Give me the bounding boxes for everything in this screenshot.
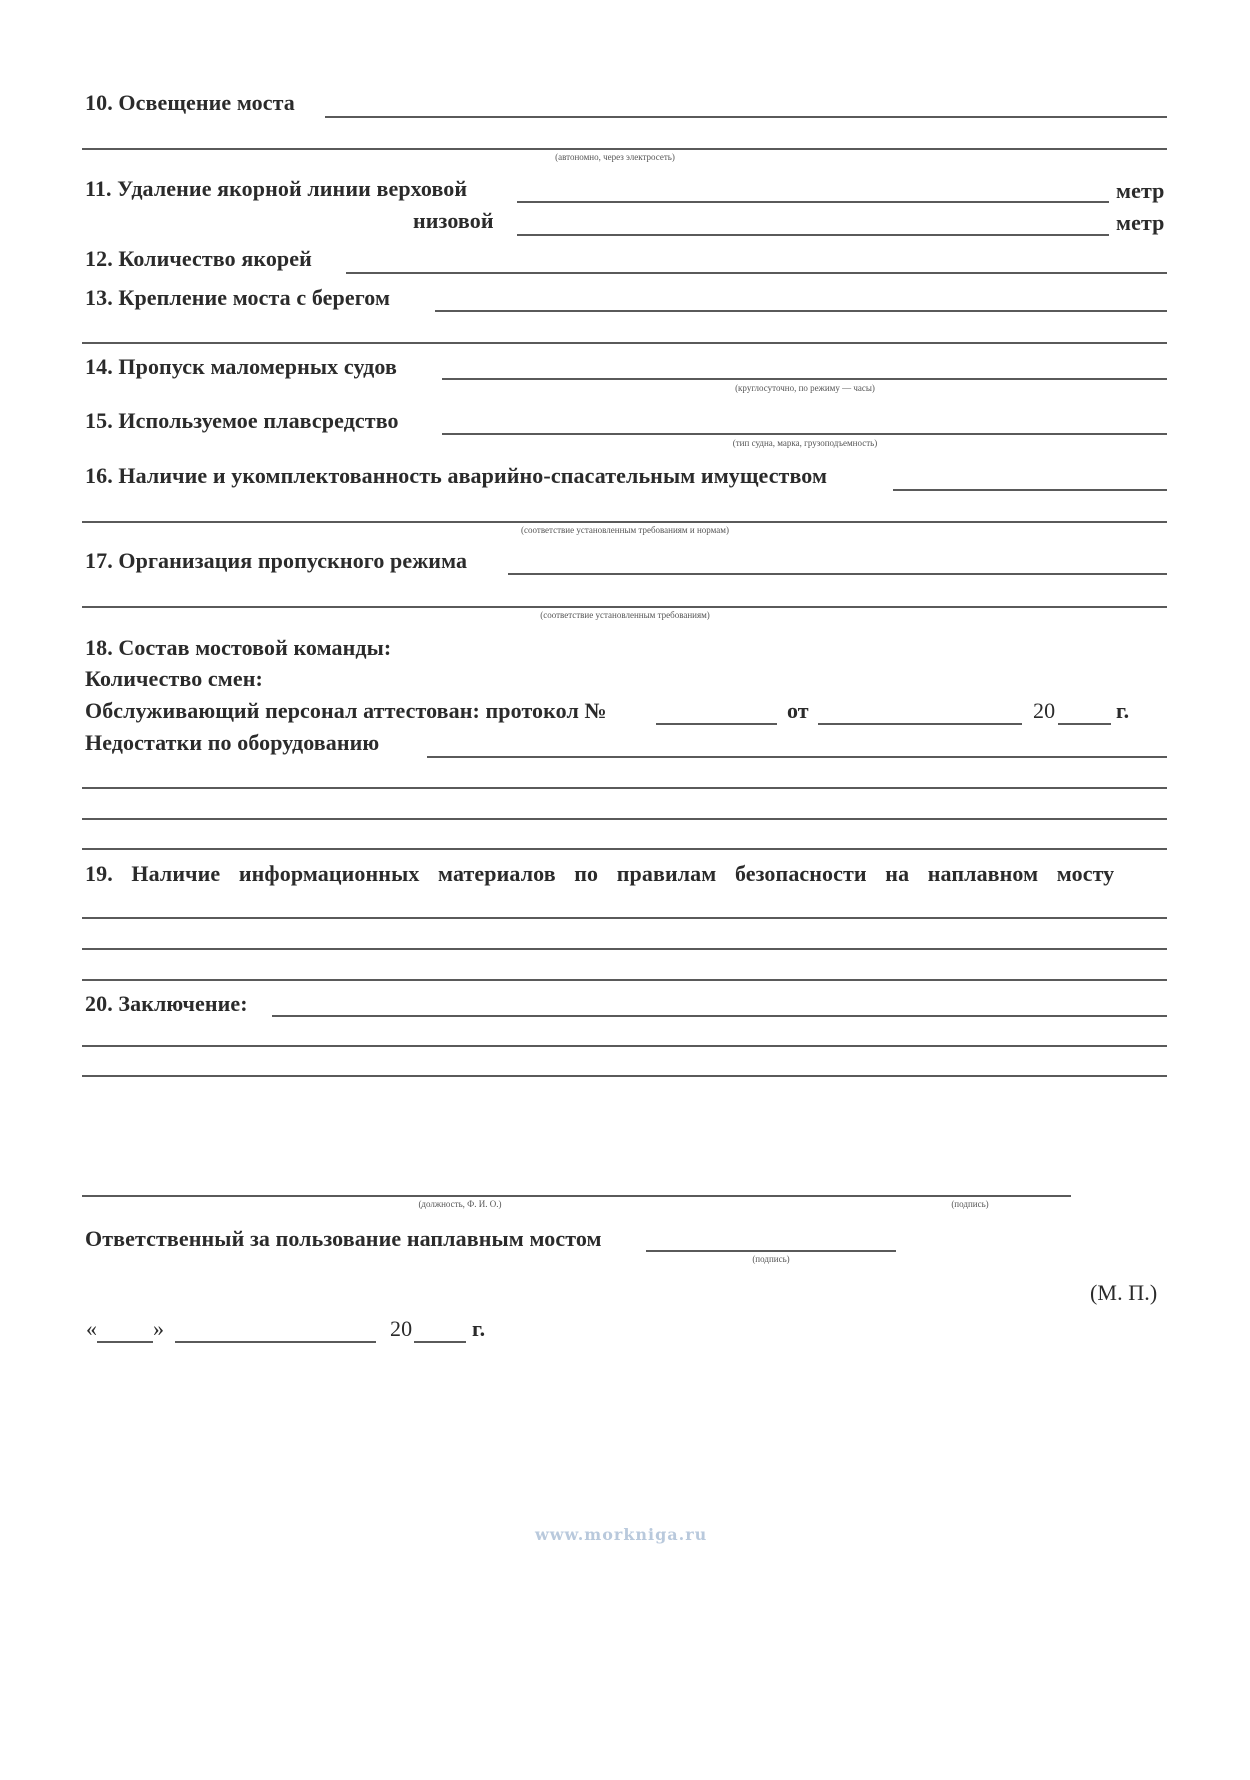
item-13-label: 13. Крепление моста с берегом	[85, 285, 391, 310]
watermark: www.morkniga.ru	[535, 1525, 708, 1544]
item-16-label: 16. Наличие и укомплектованность аварийно-спасательным имуществом	[85, 463, 828, 488]
item-12-field[interactable]	[346, 272, 1167, 274]
item-11-lower-field[interactable]	[517, 234, 1109, 236]
defects-field-line-4[interactable]	[82, 848, 1167, 850]
item-10-caption: (автономно, через электросеть)	[555, 152, 675, 162]
conclusion-field-line-2[interactable]	[82, 1045, 1167, 1047]
sign-caption: (подпись)	[951, 1199, 989, 1209]
item-20-label: 20. Заключение:	[85, 991, 248, 1016]
date-year-prefix: 20	[390, 1316, 413, 1341]
item-11-label: 11. Удаление якорной линии верховой	[85, 176, 468, 201]
item-10-field[interactable]	[325, 116, 1167, 118]
item-12-label: 12. Количество якорей	[85, 246, 312, 271]
responsible-label: Ответственный за пользование наплавным мостом	[85, 1226, 602, 1251]
item-11-unit-upper: метр	[1116, 178, 1165, 203]
item-11-upper-field[interactable]	[517, 201, 1109, 203]
item-15-label: 15. Используемое плавсредство	[85, 408, 399, 433]
item-15-field[interactable]	[442, 433, 1167, 435]
conclusion-field[interactable]	[272, 1015, 1167, 1017]
defects-field[interactable]	[427, 756, 1167, 758]
item-15-caption: (тип судна, марка, грузоподъемность)	[732, 438, 878, 448]
item-19-label: 19. Наличие информационных материалов по правилам безопасности на наплавном мосту	[85, 861, 1115, 886]
item-18-shifts-label: Количество смен:	[85, 666, 263, 691]
item-18-year-prefix: 20	[1033, 698, 1056, 723]
position-name-signature-field[interactable]	[82, 1195, 1071, 1197]
date-year-field[interactable]	[414, 1341, 466, 1343]
responsible-sign-caption: (подпись)	[752, 1254, 790, 1264]
item-18-year-suffix: г.	[1116, 698, 1130, 723]
protocol-number-field[interactable]	[656, 723, 777, 725]
item-13-field-line-2[interactable]	[82, 342, 1167, 344]
item-14-field[interactable]	[442, 378, 1167, 380]
item-18-certified-label: Обслуживающий персонал аттестован: протокол №	[85, 698, 607, 723]
item-18-from-label: от	[787, 698, 809, 723]
defects-field-line-2[interactable]	[82, 787, 1167, 789]
item-19-field-line-1[interactable]	[82, 917, 1167, 919]
item-16-field[interactable]	[893, 489, 1167, 491]
date-month-field[interactable]	[175, 1341, 376, 1343]
conclusion-field-line-3[interactable]	[82, 1075, 1167, 1077]
stamp-label: (М. П.)	[1090, 1280, 1158, 1305]
protocol-year-field[interactable]	[1058, 723, 1111, 725]
date-open-quote: «	[86, 1316, 98, 1341]
item-11-unit-lower: метр	[1116, 210, 1165, 235]
item-14-label: 14. Пропуск маломерных судов	[85, 354, 397, 379]
item-17-field-line-2[interactable]	[82, 606, 1167, 608]
item-10-label: 10. Освещение моста	[85, 90, 295, 115]
date-close-quote: »	[153, 1316, 165, 1341]
defects-field-line-3[interactable]	[82, 818, 1167, 820]
responsible-signature-field[interactable]	[646, 1250, 896, 1252]
item-17-label: 17. Организация пропускного режима	[85, 548, 468, 573]
item-18-label: 18. Состав мостовой команды:	[85, 635, 392, 660]
date-day-field[interactable]	[97, 1341, 153, 1343]
date-year-suffix: г.	[472, 1316, 486, 1341]
item-10-field-line-2[interactable]	[82, 148, 1167, 150]
item-11-sub-label: низовой	[413, 208, 494, 233]
item-13-field[interactable]	[435, 310, 1167, 312]
item-19-field-line-2[interactable]	[82, 948, 1167, 950]
item-14-caption: (круглосуточно, по режиму — часы)	[735, 383, 875, 393]
item-16-field-line-2[interactable]	[82, 521, 1167, 523]
item-17-field[interactable]	[508, 573, 1167, 575]
item-16-caption: (соответствие установленным требованиям и нормам)	[521, 525, 729, 535]
protocol-date-field[interactable]	[818, 723, 1022, 725]
item-19-field-line-3[interactable]	[82, 979, 1167, 981]
item-18-defects-label: Недостатки по оборудованию	[85, 730, 380, 755]
position-name-caption: (должность, Ф. И. О.)	[418, 1199, 502, 1209]
item-17-caption: (соответствие установленным требованиям)	[540, 610, 710, 620]
